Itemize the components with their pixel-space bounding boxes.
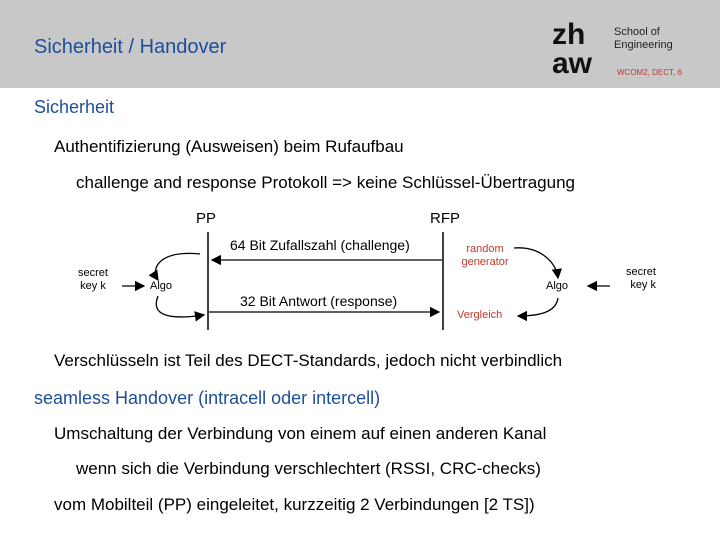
- svg-text:aw: aw: [552, 47, 593, 76]
- switch-line: Umschaltung der Verbindung von einem auf einen anderen Kanal: [54, 424, 547, 443]
- school-line2: Engineering: [614, 39, 673, 51]
- svg-text:zh: zh: [552, 18, 586, 51]
- random-generator: [454, 243, 516, 269]
- secret-right-line1: secret: [626, 266, 656, 278]
- algo-right: Algo: [546, 280, 569, 292]
- slide-title: Sicherheit / Handover: [34, 36, 227, 58]
- school-name: [614, 26, 673, 52]
- algo-left-to-response-arrow: [156, 296, 204, 317]
- school-line1: School of: [614, 26, 660, 38]
- slide-reference: WCOM2, DECT, 6: [617, 68, 682, 77]
- when-line: wenn sich die Verbindung verschlechtert (RSSI, CRC-checks): [76, 459, 541, 478]
- algo-left: Algo: [150, 280, 173, 292]
- challenge-to-algo-left-arrow: [155, 253, 200, 280]
- random-generator-line2: generator: [461, 256, 509, 268]
- compare-label: Vergleich: [457, 309, 503, 321]
- challenge-line: challenge and response Protokoll => keine Schlüssel-Übertragung: [76, 173, 575, 192]
- zhaw-logo: [552, 18, 608, 76]
- auth-line: Authentifizierung (Ausweisen) beim Rufaufbau: [54, 137, 404, 156]
- challenge-message: 64 Bit Zufallszahl (challenge): [230, 237, 410, 253]
- section-heading-handover: seamless Handover (intracell oder intercell): [34, 388, 381, 408]
- secret-left-line1: secret: [78, 267, 108, 279]
- secret-right-line2: key k: [630, 279, 656, 291]
- pp-label: PP: [196, 210, 217, 227]
- rfp-label: RFP: [430, 210, 460, 227]
- random-to-algo-right-arrow: [514, 248, 558, 278]
- secret-left-line2: key k: [80, 280, 106, 292]
- secret-key-right: [604, 266, 656, 292]
- response-message: 32 Bit Antwort (response): [240, 293, 398, 309]
- initiated-line: vom Mobilteil (PP) eingeleitet, kurzzeitig 2 Verbindungen [2 TS]): [54, 495, 535, 514]
- algo-right-to-compare-arrow: [518, 298, 558, 316]
- section-heading-security: Sicherheit: [34, 97, 115, 117]
- encryption-line: Verschlüsseln ist Teil des DECT-Standards, jedoch nicht verbindlich: [54, 351, 563, 370]
- random-generator-line1: random: [466, 243, 504, 255]
- secret-key-left: [68, 267, 118, 293]
